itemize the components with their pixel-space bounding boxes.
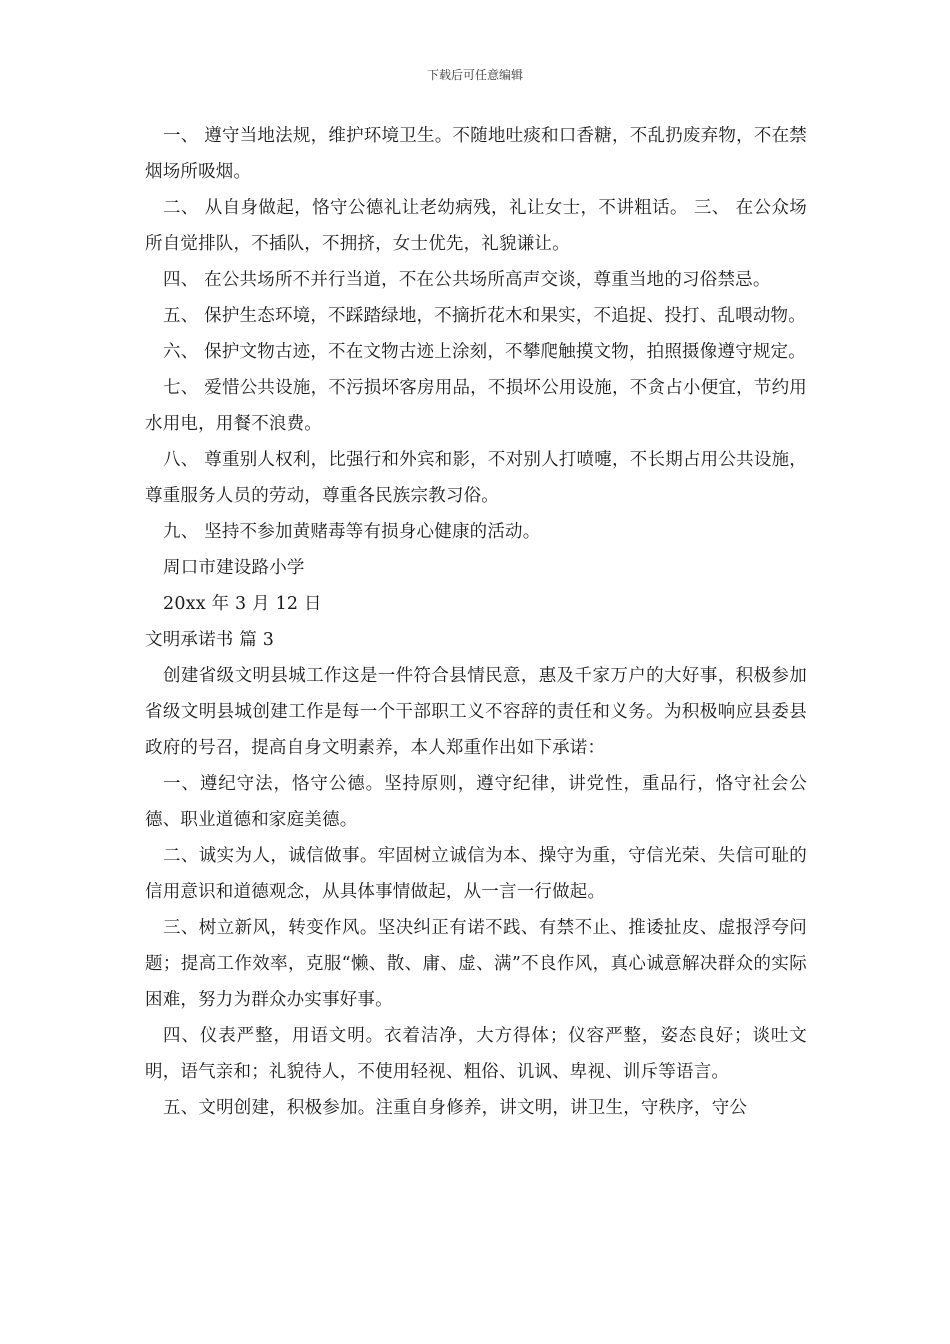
paragraph-4: 五、 保护生态环境，不踩踏绿地，不摘折花木和果实，不追捉、投打、乱喂动物。: [163, 306, 806, 326]
paragraph-8: 九、 坚持不参加黄赌毒等有损身心健康的活动。: [163, 522, 541, 542]
paragraph-6: 七、 爱惜公共设施，不污损坏客房用品，不损坏公用设施，不贪占小便宜，节约用水用电，用餐不浪费。: [145, 378, 807, 434]
signature-school: 周口市建设路小学: [163, 558, 305, 578]
paragraph-pledge-4: 四、仪表严整，用语文明。衣着洁净，大方得体；仪容严整，姿态良好；谈吐文明，语气亲和；礼貌待人，不使用轻视、粗俗、讥讽、卑视、训斥等语言。: [145, 1026, 807, 1082]
paragraph-7: 八、 尊重别人权利，比强行和外宾和影，不对别人打喷嚏，不长期占用公共设施，尊重服务人员的劳动，尊重各民族宗教习俗。: [145, 450, 807, 506]
paragraph-5: 六、 保护文物古迹，不在文物古迹上涂刻，不攀爬触摸文物，拍照摄像遵守规定。: [163, 342, 806, 362]
paragraph-pledge-2: 二、诚实为人，诚信做事。牢固树立诚信为本、操守为重，守信光荣、失信可耻的信用意识和道德观念，从具体事情做起，从一言一行做起。: [145, 846, 807, 902]
paragraph-pledge-1: 一、遵纪守法，恪守公德。坚持原则，遵守纪律，讲党性，重品行，恪守社会公德、职业道德和家庭美德。: [145, 774, 807, 830]
paragraph-pledge-3: 三、树立新风，转变作风。坚决纠正有诺不践、有禁不止、推诿扯皮、虚报浮夸问题；提高工作效率，克服“懒、散、庸、虚、满”不良作风，真心诚意解决群众的实际困难，努力为群众办实事好事。: [145, 918, 807, 1010]
paragraph-3: 四、 在公共场所不并行当道，不在公共场所高声交谈，尊重当地的习俗禁忌。: [163, 270, 771, 290]
paragraph-pledge-5: 五、文明创建，积极参加。注重自身修养，讲文明，讲卫生，守秩序，守公: [163, 1098, 748, 1118]
page-header-note: 下载后可任意编辑: [426, 68, 523, 82]
signature-date: 20xx 年 3 月 12 日: [163, 594, 322, 614]
paragraph-1: 一、 遵守当地法规，维护环境卫生。不随地吐痰和口香糖，不乱扔废弃物，不在禁烟场所吸烟。: [145, 126, 807, 182]
paragraph-2: 二、 从自身做起，恪守公德礼让老幼病残，礼让女士，不讲粗话。 三、 在公众场所自觉排队，不插队，不拥挤，女士优先，礼貌谦让。: [145, 198, 807, 254]
paragraph-intro: 创建省级文明县城工作这是一件符合县情民意，惠及千家万户的大好事，积极参加省级文明县城创建工作是每一个干部职工义不容辞的责任和义务。为积极响应县委县政府的号召，提高自身文明素养，本人郑重作出如下承诺：: [145, 666, 807, 758]
document-body: [145, 118, 807, 1126]
section-title: 文明承诺书 篇 3: [145, 630, 275, 650]
